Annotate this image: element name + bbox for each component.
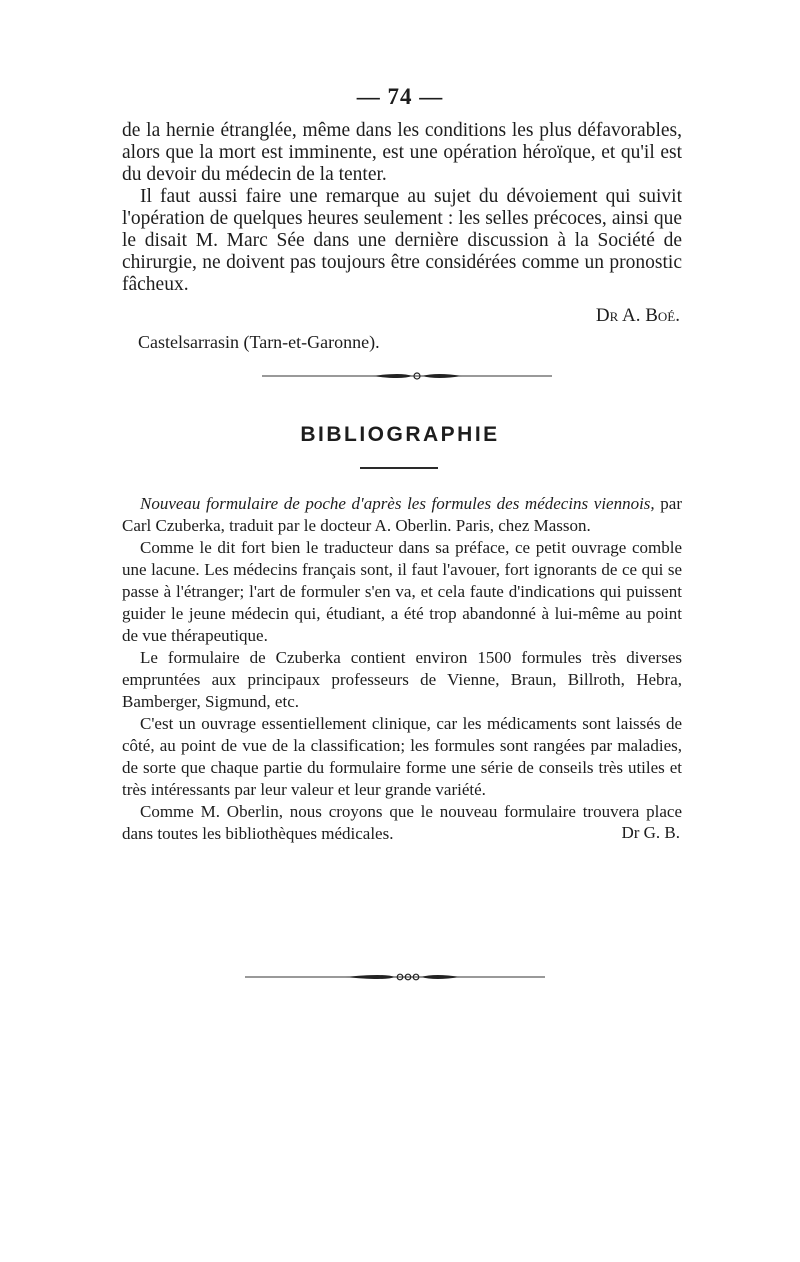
- paragraph: C'est un ouvrage essentiellement clinique, car les médicaments sont laissés de côté, au point de vue de la classification; les formules sont rangées par maladies, de sorte que chaque partie du formulaire forme une série de conseils très utiles et très intéressants par leur valeur et leur grande variété.: [122, 714, 682, 799]
- section-heading: BIBLIOGRAPHIE: [300, 423, 500, 446]
- review-citation: [122, 493, 682, 537]
- paragraph: de la hernie étranglée, même dans les conditions les plus défavorables, alors que la mort est imminente, est une opération héroïque, et qu'il est du devoir du médecin de la tenter.: [122, 120, 682, 185]
- paragraph: Le formulaire de Czuberka contient environ 1500 formules très diverses empruntées aux principaux professeurs de Vienne, Braun, Billroth, Hebra, Bamberger, Sigmund, etc.: [122, 648, 682, 711]
- page-number: — 74 —: [356, 84, 444, 109]
- review-signature: Dr G. B.: [621, 823, 680, 842]
- ornamental-rule-end: [245, 973, 545, 981]
- bibliography-review: [122, 493, 682, 843]
- section-surgery-text: [122, 120, 682, 296]
- review-book-title: Nouveau formulaire de poche d'après les formules des médecins viennois,: [140, 494, 655, 513]
- paragraph: Comme M. Oberlin, nous croyons que le nouveau formulaire trouvera place dans toutes les bibliothèques médicales.: [122, 802, 682, 843]
- review-book-details: par Carl Czuberka, traduit par le docteur A. Oberlin. Paris, chez Masson.: [122, 494, 682, 535]
- ornamental-rule: [262, 372, 552, 380]
- paragraph: Comme le dit fort bien le traducteur dans sa préface, ce petit ouvrage comble une lacune. Les médecins français sont, il faut l'avouer, fort ignorants de ce qui se passe à l'étranger; l'art de formuler s'en va, et cela faute d'indications qui puissent guider le jeune médecin qui, étudiant, a été trop abandonné à lui-même au point de vue thérapeutique.: [122, 538, 682, 645]
- paragraph: Il faut aussi faire une remarque au sujet du dévoiement qui suivit l'opération de quelques heures seulement : les selles précoces, ainsi que le disait M. Marc Sée dans une dernière discussion à la Société de chirurgie, ne doivent pas toujours être considérées comme un pronostic fâcheux.: [122, 186, 682, 295]
- author-signature: Dr A. Boé.: [595, 305, 680, 326]
- author-place: Castelsarrasin (Tarn-et-Garonne).: [138, 332, 380, 352]
- heading-rule: [360, 467, 438, 469]
